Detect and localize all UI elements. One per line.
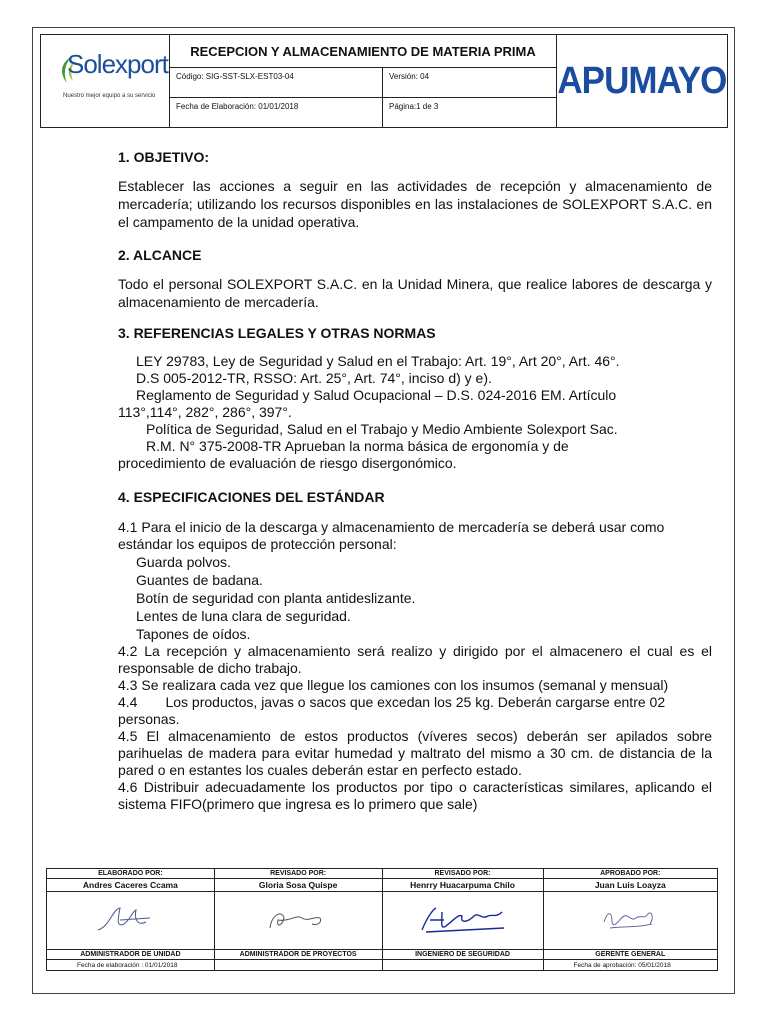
- reference-item: Política de Seguridad, Salud en el Trabajo y Medio Ambiente Solexport Sac.: [146, 421, 618, 437]
- section-4-title: 4. ESPECIFICACIONES DEL ESTÁNDAR: [118, 489, 385, 505]
- document-version: Versión: 04: [389, 72, 430, 81]
- section-3-list: [118, 353, 712, 472]
- section-4-1: 4.1 Para el inicio de la descarga y almacenamiento de mercadería se deberá usar como estándar los equipos de protección personal:: [118, 519, 665, 552]
- section-4-5: 4.5 El almacenamiento de estos productos (víveres secos) deberán ser apilados sobre parihuelas de madera para evitar humedad y maltrato del mismo a 30 cm. de distancia de la pared o en estantes los cuales deberán estar en perfecto estado.: [118, 728, 712, 778]
- reference-item: procedimiento de evaluación de riesgo disergonómico.: [118, 455, 457, 471]
- reference-item: 113°,114°, 282°, 286°, 397°.: [118, 404, 292, 420]
- signer-name: Henrry Huacarpuma Chilo: [382, 879, 543, 892]
- signer-name: Andres Caceres Ccama: [47, 879, 215, 892]
- signer-role: ADMINISTRADOR DE UNIDAD: [47, 950, 215, 960]
- signature-header: ELABORADO POR:: [47, 869, 215, 879]
- signer-role: GERENTE GENERAL: [543, 950, 717, 960]
- signer-role: ADMINISTRADOR DE PROYECTOS: [214, 950, 382, 960]
- handwritten-signature-icon: [590, 900, 670, 940]
- signer-name: Gloria Sosa Quispe: [214, 879, 382, 892]
- solexport-tagline: Nuestro mejor equipo a su servicio: [63, 93, 156, 99]
- approval-date: Fecha de aprobación: 05/01/2018: [543, 960, 717, 971]
- signature-image: [214, 892, 382, 950]
- section-4-4-text: Los productos, javas o sacos que excedan los 25 kg. Deberán cargarse entre 02 personas.: [118, 694, 666, 727]
- section-4-3: 4.3 Se realizara cada vez que llegue los camiones con los insumos (semanal y mensual): [118, 677, 669, 693]
- section-2-text: Todo el personal SOLEXPORT S.A.C. en la Unidad Minera, que realice labores de descarga y almacenamiento de mercadería.: [118, 276, 712, 310]
- signer-role: INGENIERO DE SEGURIDAD: [382, 950, 543, 960]
- reference-item: Reglamento de Seguridad y Salud Ocupacional – D.S. 024-2016 EM. Artículo: [136, 387, 617, 403]
- section-4-2: 4.2 La recepción y almacenamiento será realizo y dirigido por el almacenero el cual es el responsable de dicho trabajo.: [118, 643, 712, 676]
- empty-cell: [382, 960, 543, 971]
- signature-header: APROBADO POR:: [543, 869, 717, 879]
- document-date: Fecha de Elaboración: 01/01/2018: [170, 98, 383, 127]
- document-header: [40, 34, 728, 128]
- section-2-title: 2. ALCANCE: [118, 247, 202, 263]
- section-4-4: [118, 694, 712, 728]
- epp-item: Lentes de luna clara de seguridad.: [136, 608, 351, 624]
- document-body: [118, 145, 712, 813]
- document-page: Página:1 de 3: [389, 102, 439, 111]
- reference-item: D.S 005-2012-TR, RSSO: Art. 25°, Art. 74°, inciso d) y e).: [136, 370, 492, 386]
- epp-item: Botín de seguridad con planta antideslizante.: [136, 590, 416, 606]
- epp-item: Guantes de badana.: [136, 572, 263, 588]
- solexport-logo: [41, 35, 170, 127]
- section-3-title: 3. REFERENCIAS LEGALES Y OTRAS NORMAS: [118, 325, 436, 341]
- elaboration-date: Fecha de elaboración : 01/01/2018: [47, 960, 215, 971]
- epp-item: Tapones de oídos.: [136, 626, 251, 642]
- signature-header: REVISADO POR:: [214, 869, 382, 879]
- apumayo-logo: [556, 35, 727, 127]
- epp-list: [118, 553, 712, 643]
- handwritten-signature-icon: [258, 900, 338, 940]
- reference-item: R.M. N° 375-2008-TR Aprueban la norma básica de ergonomía y de: [146, 438, 569, 454]
- section-4-6: 4.6 Distribuir adecuadamente los productos por tipo o características similares, aplicando el sistema FIFO(primero que ingresa es lo primero que sale): [118, 779, 712, 812]
- document-title: RECEPCION Y ALMACENAMIENTO DE MATERIA PRIMA: [170, 35, 556, 68]
- epp-item: Guarda polvos.: [136, 554, 231, 570]
- section-1-text: Establecer las acciones a seguir en las actividades de recepción y almacenamiento de mercadería; utilizando los recursos disponibles en las instalaciones de SOLEXPORT S.A.C. en el campamento de la unidad operativa.: [118, 178, 712, 230]
- handwritten-signature-icon: [90, 900, 170, 940]
- reference-item: LEY 29783, Ley de Seguridad y Salud en el Trabajo: Art. 19°, Art 20°, Art. 46°.: [136, 353, 620, 369]
- signature-image: [382, 892, 543, 950]
- signature-header: REVISADO POR:: [382, 869, 543, 879]
- empty-cell: [214, 960, 382, 971]
- signature-image: [543, 892, 717, 950]
- solexport-logo-text: Solexport: [67, 49, 168, 79]
- signature-image: [47, 892, 215, 950]
- signature-table: [46, 868, 718, 971]
- section-4-4-number: 4.4: [118, 694, 138, 710]
- handwritten-signature-icon: [408, 900, 518, 940]
- signer-name: Juan Luis Loayza: [543, 879, 717, 892]
- apumayo-logo-text: APUMAYO: [557, 59, 727, 102]
- section-1-title: 1. OBJETIVO:: [118, 149, 210, 165]
- document-code: Código: SIG-SST-SLX-EST03-04: [170, 68, 383, 97]
